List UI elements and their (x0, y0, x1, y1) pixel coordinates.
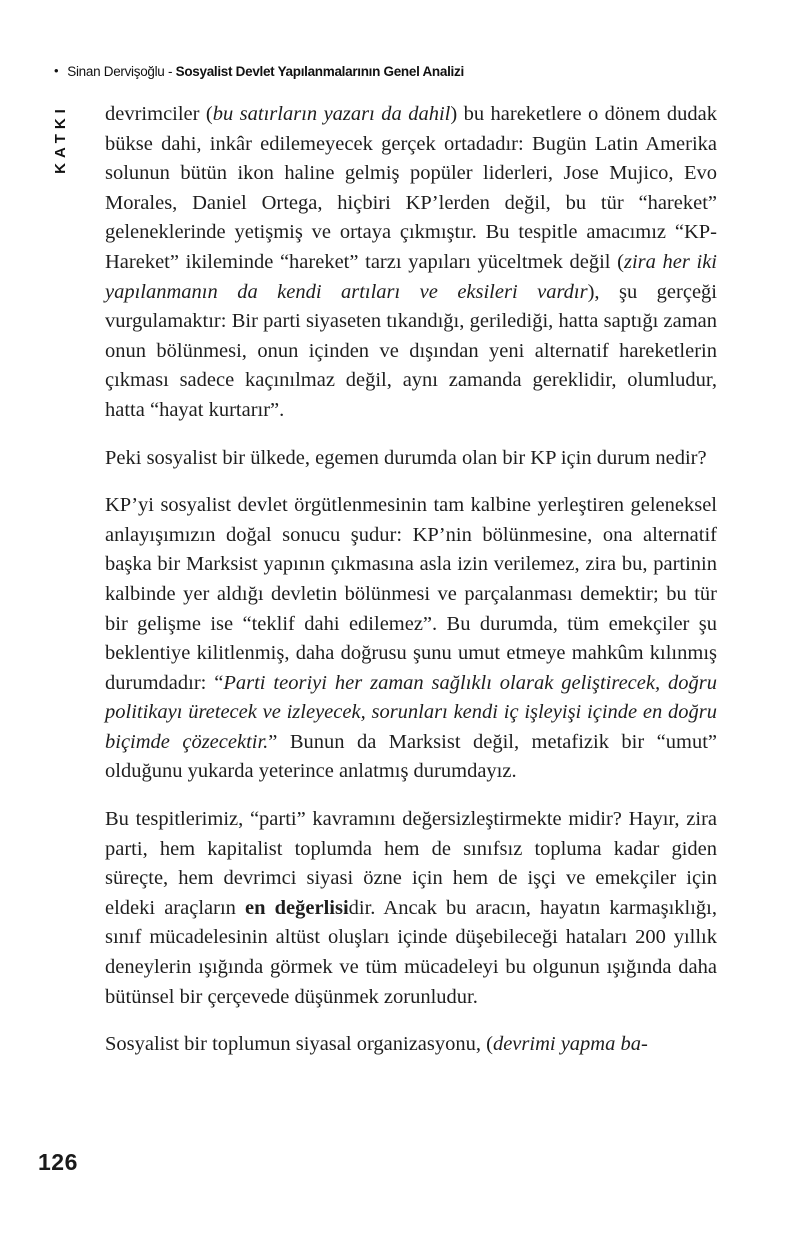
header-book-title: Sosyalist Devlet Yapılanmalarının Genel Analizi (175, 64, 464, 79)
body-text (105, 100, 717, 1078)
text-run: ” Bunun da Marksist değil, metafizik bir “umut” olduğunu yukarda yeterince anlatmış durumdayız. (105, 730, 717, 783)
text-run: bu satırların yazarı da dahil (212, 103, 451, 125)
text-run: dir. Ancak bu aracın, hayatın karmaşıklığı, sınıf mücadelesinin altüst oluşları içinde düşebileceği hataları 200 yıllık deneylerin ışığında görmek ve tüm mücadeleyi bu olgunun ışığında daha bütünsel bir çerçevede düşünmek zorunludur. (105, 896, 718, 1008)
text-run: Parti teoriyi her zaman sağlıklı olarak geliştirecek, doğru politikayı üretecek ve izleyecek, sorunları kendi iç işleyişi içinde en doğru biçimde çözecektir. (105, 671, 717, 753)
header-author: Sinan Dervişoğlu - (67, 64, 176, 79)
text-run: zira her iki yapılanmanın da kendi artıları ve eksileri vardır (105, 250, 717, 303)
paragraph (105, 100, 717, 426)
header-text (67, 64, 464, 79)
text-run: ), şu gerçeği vurgulamaktır: Bir parti siyaseten tıkandığı, gerilediği, hatta saptığı zaman onun bölünmesi, onun içinden ve dışından yeni alternatif hareketlerin çıkması sadece kaçınılmaz değil, aynı zamanda gereklidir, olumludur, hatta “hayat kurtarır”. (105, 280, 717, 421)
text-run: Bu tespitlerimiz, “parti” kavramını değersizleştirmekte midir? Hayır, zira parti, hem kapitalist toplumda hem de sınıfsız topluma kadar giden süreçte, hem devrimci siyasi özne için hem de işçi ve emekçiler için eldeki araçların (105, 808, 717, 919)
running-header (54, 64, 758, 79)
paragraph (105, 1030, 717, 1060)
text-run: devrimciler ( (105, 103, 213, 125)
page-number: 126 (38, 1149, 78, 1175)
margin-label-katki: KATKI (51, 104, 69, 174)
text-run: Sosyalist bir toplumun siyasal organizasyonu, ( (105, 1033, 493, 1056)
text-run: devrimi yapma ba- (492, 1033, 648, 1056)
bullet-icon: • (54, 63, 59, 78)
paragraph (105, 491, 717, 787)
paragraph (105, 805, 717, 1012)
text-run: en değerlisi (245, 896, 349, 919)
text-run: Peki sosyalist bir ülkede, egemen durumda olan bir KP için durum nedir? (105, 446, 707, 469)
paragraph (105, 444, 717, 474)
text-run: ) bu hareketlere o dönem dudak bükse dahi, inkâr edilemeyecek gerçek ortadadır: Bugün Latin Amerika solunun bütün ikon haline gelmiş popüler liderleri, Jose Mujico, Evo Morales, Daniel Ortega, hiçbiri KP’lerden değil, bu tür “hareket” geleneklerinde yetişmiş ve ortaya çıkmıştır. Bu tespitle amacımız “KP-Hareket” ikileminde “hareket” tarzı yapıları yüceltmek değil ( (105, 103, 718, 273)
text-run: KP’yi sosyalist devlet örgütlenmesinin tam kalbine yerleştiren geleneksel anlayışımızın doğal sonucu şudur: KP’nin bölünmesine, ona alternatif başka bir Marksist yapının çıkmasına asla izin verilemez, zira bu, partinin kalbinde yer aldığı devletin bölünmesi ve parçalanması demektir; bu tür bir gelişme ise “teklif dahi edilemez”. Bu durumda, tüm emekçiler şu beklentiye kilitlenmiş, daha doğrusu şunu umut etmeye mahkûm kılınmış durumdadır: “ (105, 494, 717, 694)
